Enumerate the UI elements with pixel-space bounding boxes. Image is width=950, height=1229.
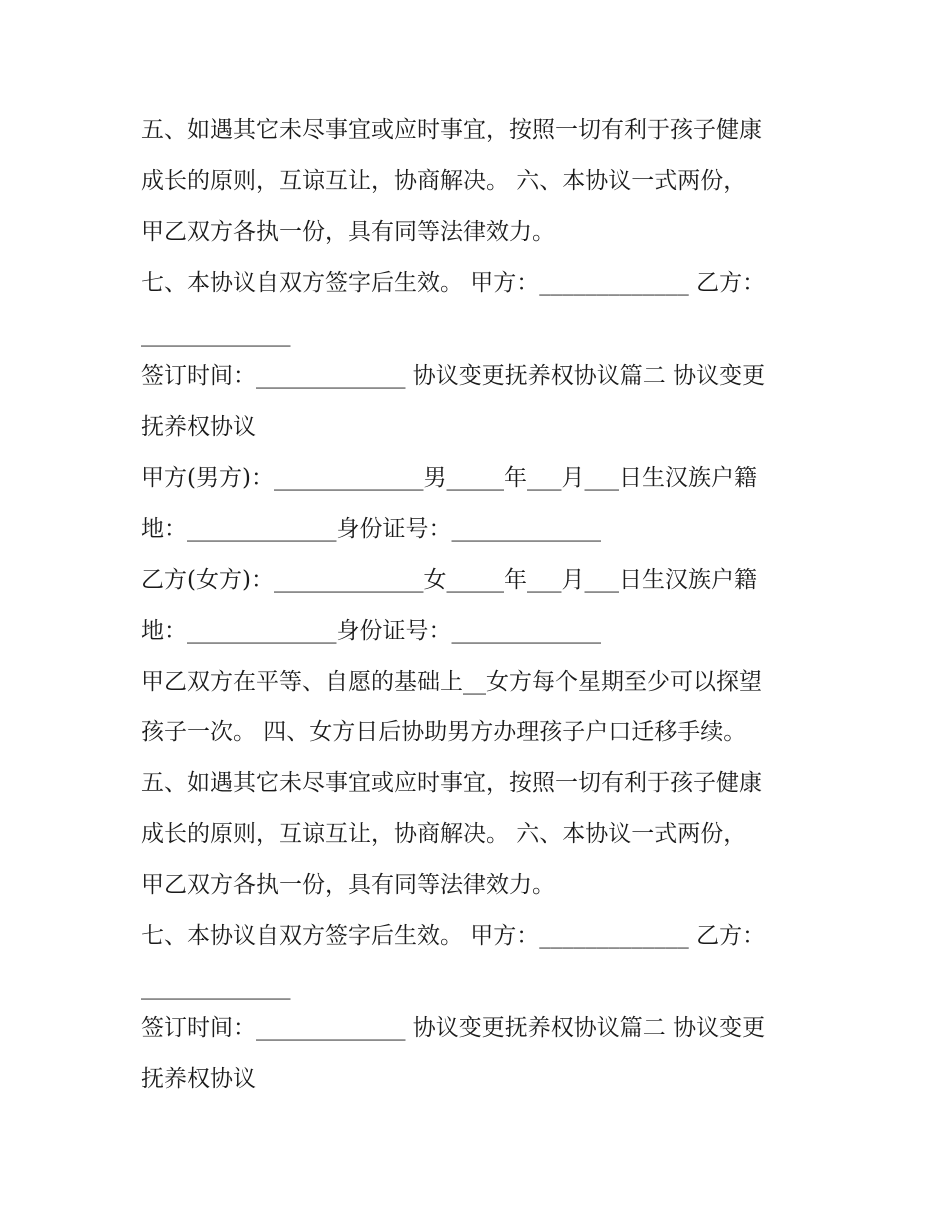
text-line: 甲乙双方各执一份，具有同等法律效力。: [141, 219, 555, 245]
text-line: 签订时间：_____________ 协议变更抚养权协议篇二 协议变更: [141, 1015, 766, 1041]
text-line: 地：_____________身份证号：_____________: [141, 516, 601, 542]
text-line: 地：_____________身份证号：_____________: [141, 618, 601, 644]
text-line: _____________: [141, 321, 291, 347]
text-line: 抚养权协议: [141, 414, 256, 440]
text-line: 七、本协议自双方签字后生效。 甲方：_____________ 乙方：: [141, 270, 766, 296]
text-line: 成长的原则，互谅互让，协商解决。 六、本协议一式两份，: [141, 168, 747, 194]
text-line: 乙方(女方)：_____________女_____年___月___日生汉族户籍: [141, 567, 757, 593]
text-line: 孩子一次。 四、女方日后协助男方办理孩子户口迁移手续。: [141, 719, 747, 745]
text-line: 五、如遇其它未尽事宜或应时事宜，按照一切有利于孩子健康: [141, 770, 762, 796]
text-line: 甲方(男方)：_____________男_____年___月___日生汉族户籍: [141, 465, 757, 491]
text-line: 成长的原则，互谅互让，协商解决。 六、本协议一式两份，: [141, 821, 747, 847]
text-line: 抚养权协议: [141, 1066, 256, 1092]
text-line: 签订时间：_____________ 协议变更抚养权协议篇二 协议变更: [141, 363, 766, 389]
text-line: 五、如遇其它未尽事宜或应时事宜，按照一切有利于孩子健康: [141, 117, 762, 143]
text-line: 甲乙双方在平等、自愿的基础上__女方每个星期至少可以探望: [141, 669, 762, 695]
text-line: 七、本协议自双方签字后生效。 甲方：_____________ 乙方：: [141, 923, 766, 949]
text-line: _____________: [141, 974, 291, 1000]
text-line: 甲乙双方各执一份，具有同等法律效力。: [141, 872, 555, 898]
